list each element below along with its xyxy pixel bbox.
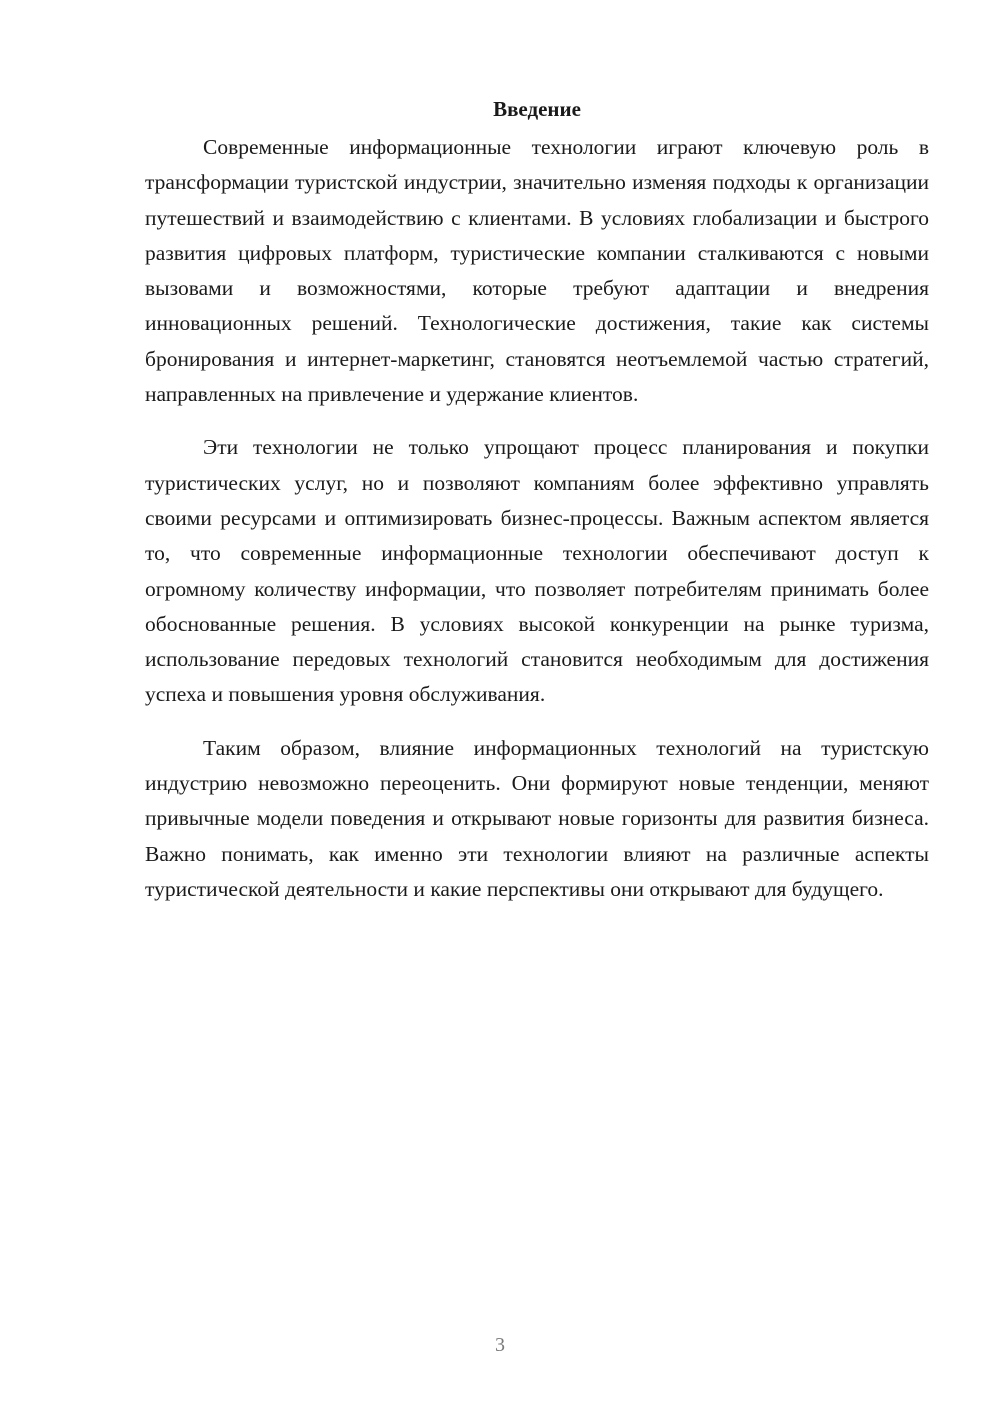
paragraph-1: Современные информационные технологии играют ключевую роль в трансформации туристской индустрии, значительно изменяя подходы к организации путешествий и взаимодействию с клиентами. В условиях глобализации и быстрого развития цифровых платформ, туристические компании сталкиваются с новыми вызовами и возможностями, которые требуют адаптации и внедрения инновационных решений. Технологические достижения, такие как системы бронирования и интернет-маркетинг, становятся неотъемлемой частью стратегий, направленных на привлечение и удержание клиентов. bbox=[145, 135, 929, 407]
page-body bbox=[145, 92, 929, 925]
paragraph-3: Таким образом, влияние информационных технологий на туристскую индустрию невозможно переоценить. Они формируют новые тенденции, меняют привычные модели поведения и открывают новые горизонты для развития бизнеса. Важно понимать, как именно эти технологии влияют на различные аспекты туристической деятельности и какие перспективы они открывают для будущего. bbox=[145, 735, 929, 901]
section-heading: Введение bbox=[493, 97, 581, 121]
paragraph-2: Эти технологии не только упрощают процесс планирования и покупки туристических услуг, но и позволяют компаниям более эффективно управлять своими ресурсами и оптимизировать бизнес-процессы. Важным аспектом является то, что современные информационные технологии обеспечивают доступ к огромному количеству информации, что позволяет потребителям принимать более обоснованные решения. В условиях высокой конкуренции на рынке туризма, использование передовых технологий становится необходимым для достижения успеха и повышения уровня обслуживания. bbox=[145, 435, 929, 707]
page-number: 3 bbox=[495, 1334, 505, 1356]
